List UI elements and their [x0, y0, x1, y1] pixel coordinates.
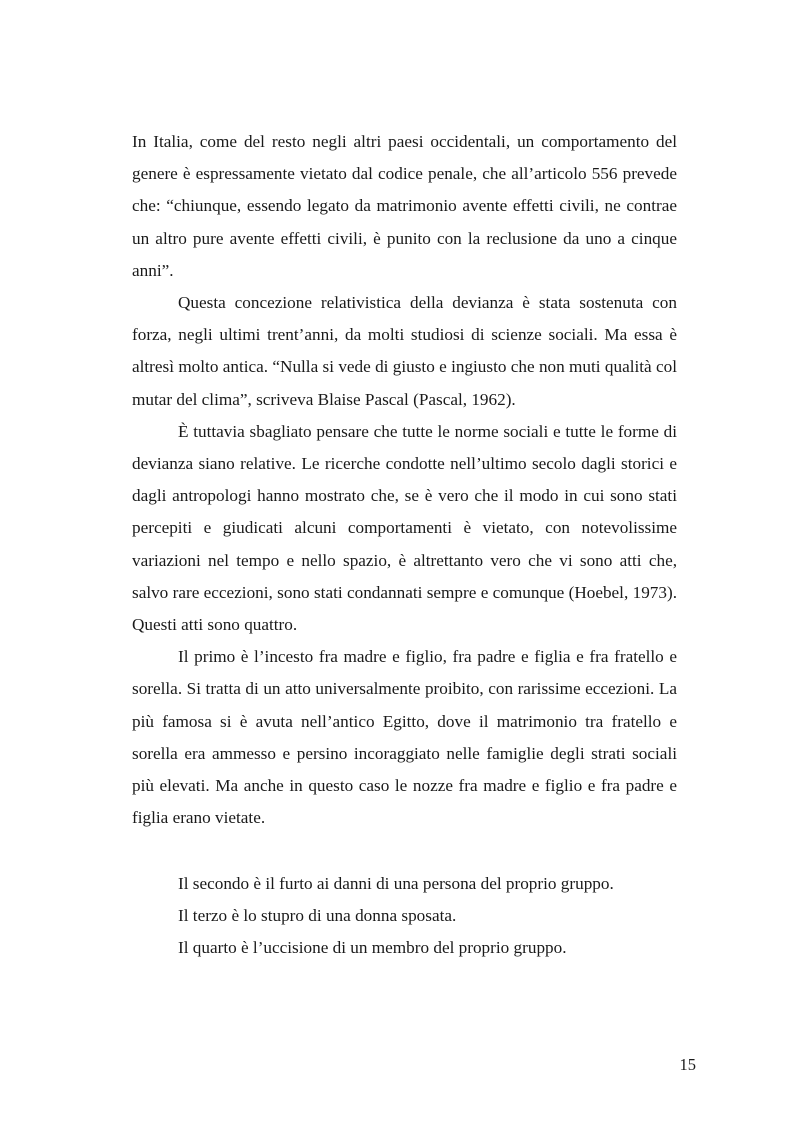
page-number: 15 — [679, 1055, 696, 1074]
forbidden-acts-list — [132, 868, 677, 965]
paragraph-universal-norms: È tuttavia sbagliato pensare che tutte le norme sociali e tutte le forme di devianza siano relative. Le ricerche condotte nell’ultimo secolo dagli storici e dagli antropologi hanno mostrato che, se è vero che il modo in cui sono stati percepiti e giudicati alcuni comportamenti è vietato, con notevolissime variazioni nel tempo e nello spazio, è altrettanto vero che vi sono atti che, salvo rare eccezioni, sono stati condannati sempre e comunque (Hoebel, 1973). Questi atti sono quattro. — [132, 421, 677, 635]
paragraph-bigamy-law: In Italia, come del resto negli altri paesi occidentali, un comportamento del genere è espressamente vietato dal codice penale, che all’articolo 556 prevede che: “chiunque, essendo legato da matrimonio avente effetti civili, ne contrae un altro pure avente effetti civili, è punito con la reclusione da uno a cinque anni”. — [132, 132, 677, 280]
list-item: Il terzo è lo stupro di una donna sposata. — [178, 906, 457, 926]
list-item: Il quarto è l’uccisione di un membro del proprio gruppo. — [178, 938, 567, 958]
paragraph-relativism: Questa concezione relativistica della devianza è stata sostenuta con forza, negli ultimi trent’anni, da molti studiosi di scienze sociali. Ma essa è altresì molto antica. “Nulla si vede di giusto e ingiusto che non muti qualità col mutar del clima”, scriveva Blaise Pascal (Pascal, 1962). — [132, 293, 677, 409]
body-text — [132, 126, 677, 834]
paragraph-incest: Il primo è l’incesto fra madre e figlio, fra padre e figlia e fra fratello e sorella. Si tratta di un atto universalmente proibito, con rarissime eccezioni. La più famosa si è avuta nell’antico Egitto, dove il matrimonio tra fratello e sorella era ammesso e persino incoraggiato nelle famiglie degli strati sociali più elevati. Ma anche in questo caso le nozze fra madre e figlio e fra padre e figlia erano vietate. — [132, 647, 677, 828]
list-item: Il secondo è il furto ai danni di una persona del proprio gruppo. — [178, 874, 614, 893]
